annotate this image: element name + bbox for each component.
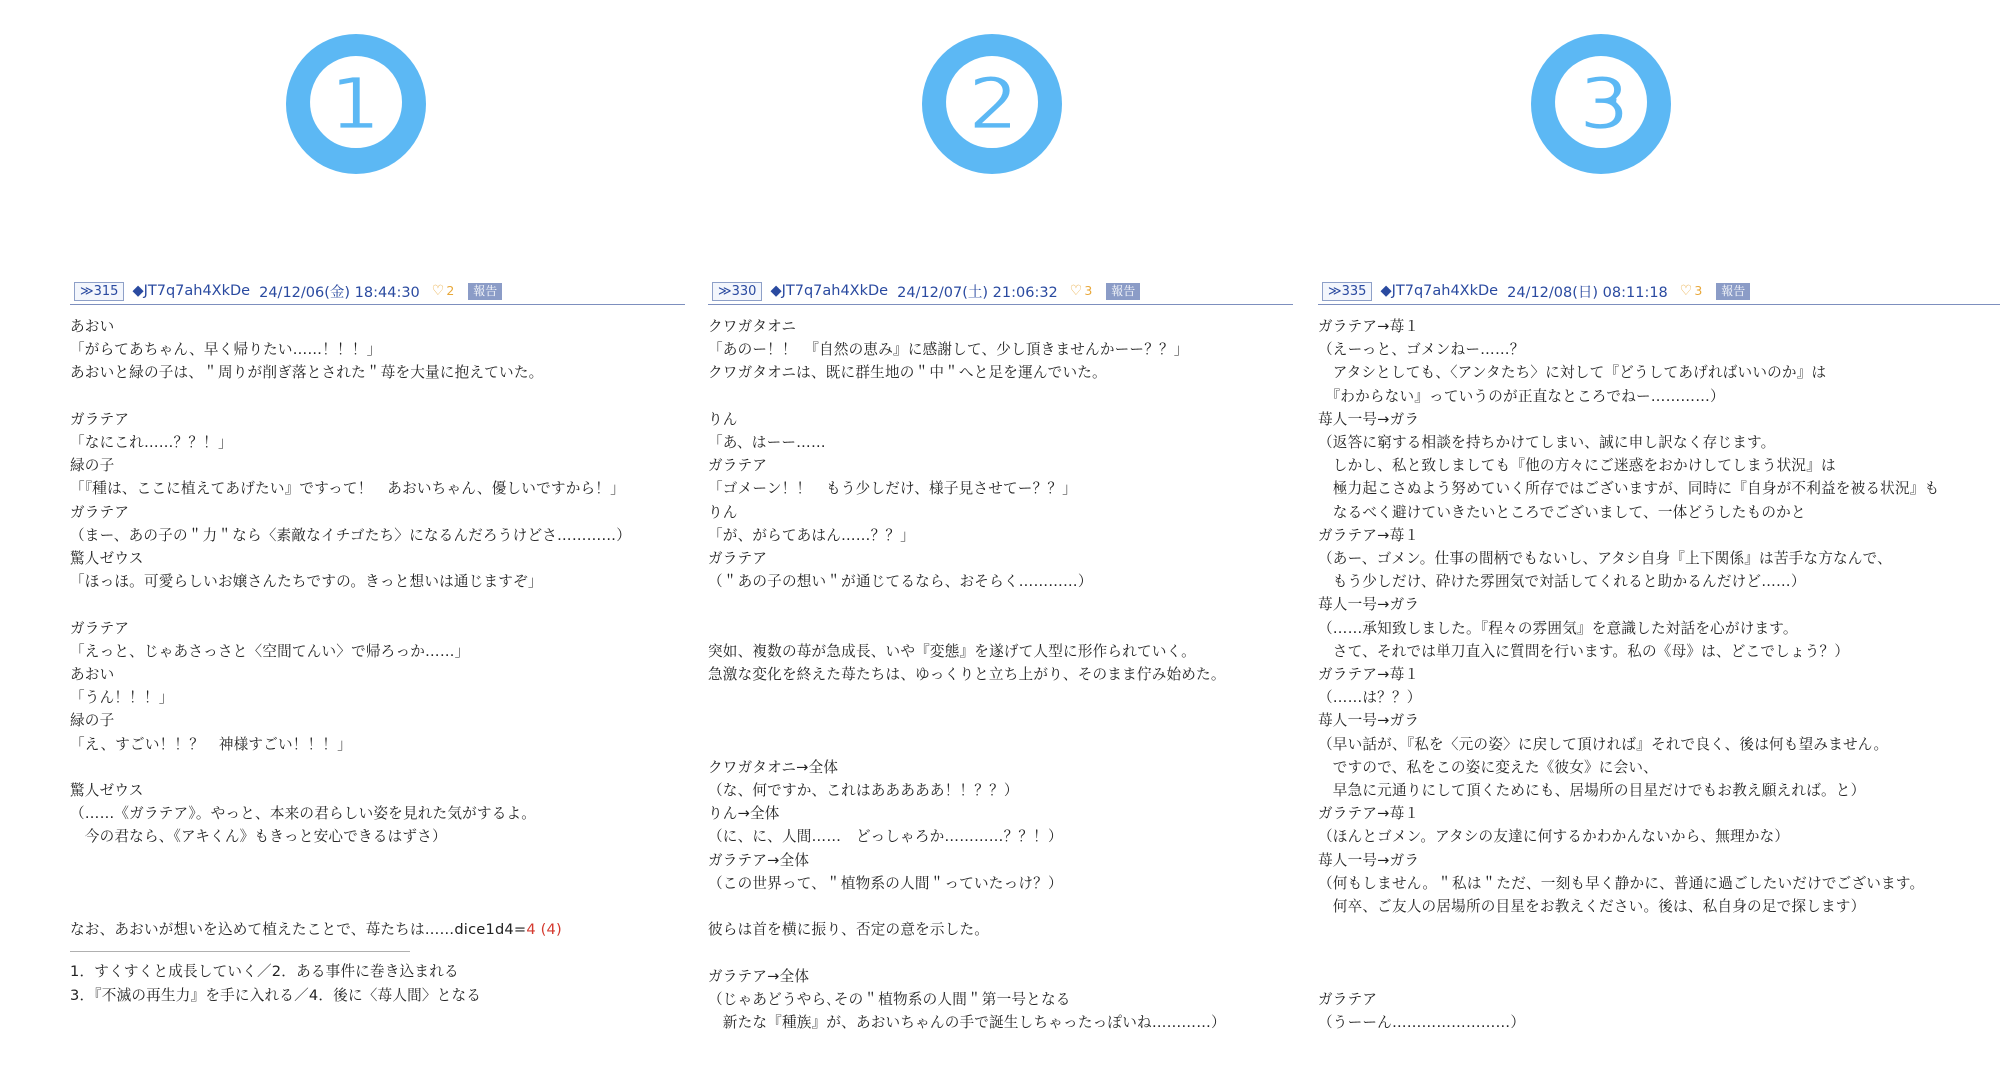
- like-count: 3: [1694, 283, 1703, 298]
- like-button[interactable]: [432, 283, 455, 299]
- separator: [70, 951, 410, 952]
- post-315: [70, 278, 685, 1007]
- number-circle-1: ❶: [286, 34, 426, 174]
- dice-options: 1．すくすくと成長していく／2．ある事件に巻き込まれる 3．『不滅の再生力』を手に入れる／4．後に〈苺人間〉となる: [70, 963, 482, 1004]
- poster-id-link[interactable]: ◆JT7q7ah4XkDe: [770, 283, 889, 299]
- number-circle-2: ❷: [922, 34, 1062, 174]
- post-header: [708, 278, 1293, 305]
- like-count: 2: [446, 283, 455, 298]
- report-button[interactable]: 報告: [1106, 283, 1140, 300]
- report-button[interactable]: 報告: [468, 283, 502, 300]
- post-date: 24/12/06(金) 18:44:30: [259, 284, 420, 301]
- post-header: [70, 278, 685, 305]
- poster-id-link[interactable]: ◆JT7q7ah4XkDe: [1380, 283, 1499, 299]
- reply-anchor-link[interactable]: ≫330: [712, 282, 762, 301]
- post-body-text: あおい 「がらてあちゃん、早く帰りたい……！！！」 あおいと緑の子は、＂周りが削ぎ落とされた＂苺を大量に抱えていた。 ガラテア 「なにこれ……？？！」 緑の子 「『種は、ここに植えてあげたい』ですって！ あおいちゃん、優しいですから！」 ガラテア （まー、あの子の＂力＂なら〈素敵なイチゴたち〉になるんだろうけどさ…………） 驚人ゼウス 「ほっほ。可愛らしいお嬢さんたちですの。きっと想いは通じますぞ」 ガラテア 「えっと、じゃあさっさと〈空間てんい〉で帰ろっか……」 あおい 「うん！！！」 緑の子 「え、すごい！！？ 神様すごい！！！」 驚人ゼウス （……《ガラテア》。やっと、本来の君らしい姿を見れた気がするよ。 今の君なら、《アキくん》もきっと安心できるはずさ） なお、あおいが想いを込めて植えたことで、苺たちは……dice1d4=: [70, 318, 631, 939]
- poster-id-link[interactable]: ◆JT7q7ah4XkDe: [132, 283, 251, 299]
- number-circle-3: ❸: [1531, 34, 1671, 174]
- post-330: [708, 278, 1293, 1034]
- reply-anchor-link[interactable]: ≫335: [1322, 282, 1372, 301]
- heart-icon: ♡: [431, 283, 445, 299]
- like-button[interactable]: [1680, 283, 1703, 299]
- post-335: [1318, 278, 2000, 1034]
- like-button[interactable]: [1070, 283, 1093, 299]
- post-body: [70, 315, 685, 941]
- dice-result: 4 (4): [526, 921, 562, 939]
- like-count: 3: [1084, 283, 1093, 298]
- post-body: ガラテア→苺１ （えーっと、ゴメンねー……？ アタシとしても、〈アンタたち〉に対して『どうしてあげればいいのか』は 『わからない』っていうのが正直なところでねー…………） 苺人一号→ガラ （返答に窮する相談を持ちかけてしまい、誠に申し訳なく存じます。 しかし、私と致しましても『他の方々にご迷惑をおかけしてしまう状況』は 極力起こさぬよう努めていく所存ではございますが、同時に『自身が不利益を被る状況』も なるべく避けていきたいところでございまして、一体どうしたものかと ガラテア→苺１ （あー、ゴメン。仕事の間柄でもないし、アタシ自身『上下関係』は苦手な方なんで、 もう少しだけ、砕けた雰囲気で対話してくれると助かるんだけど……） 苺人一号→ガラ （……承知致しました。『程々の雰囲気』を意識した対話を心がけます。 さて、それでは単刀直入に質問を行います。私の《母》は、どこでしょう？） ガラテア→苺１ （……は？？） 苺人一号→ガラ （早い話が、『私を〈元の姿〉に戻して頂ければ』それで良く、後は何も望みません。 ですので、私をこの姿に変えた《彼女》に会い、 早急に元通りにして頂くためにも、居場所の目星だけでもお教え願えれば。と） ガラテア→苺１ （ほんとゴメン。アタシの友達に何するかわかんないから、無理かな） 苺人一号→ガラ （何もしません。＂私は＂ただ、一刻も早く静かに、普通に過ごしたいだけでございます。 何卒、ご友人の居場所の目星をお教えください。後は、私自身の足で探します） ガラテア （うーーん……………………）: [1318, 318, 1940, 1032]
- post-date: 24/12/07(土) 21:06:32: [897, 284, 1058, 301]
- post-header: [1318, 278, 2000, 305]
- heart-icon: ♡: [1679, 283, 1693, 299]
- report-button[interactable]: 報告: [1716, 283, 1750, 300]
- post-body: クワガタオニ 「あのー！！ 『自然の恵み』に感謝して、少し頂きませんかーー？？」 クワガタオニは、既に群生地の＂中＂へと足を運んでいた。 りん 「あ、はーー…… ガラテア 「ゴメーン！！ もう少しだけ、様子見させてー？？」 りん 「が、がらてあはん……？？」 ガラテア （＂あの子の想い＂が通じてるなら、おそらく…………） 突如、複数の苺が急成長、いや『変態』を遂げて人型に形作られていく。 急激な変化を終えた苺たちは、ゆっくりと立ち上がり、そのまま佇み始めた。 クワガタオニ→全体 （な、何ですか、これはあああああ！！？？） りん→全体 （に、に、人間…… どっしゃろか…………？？！） ガラテア→全体 （この世界って、＂植物系の人間＂っていたっけ？） 彼らは首を横に振り、否定の意を示した。 ガラテア→全体 （じゃあどうやら､その＂植物系の人間＂第一号となる 新たな『種族』が、あおいちゃんの手で誕生しちゃったっぽいね…………）: [708, 318, 1226, 1032]
- post-date: 24/12/08(日) 08:11:18: [1507, 284, 1668, 301]
- heart-icon: ♡: [1069, 283, 1083, 299]
- reply-anchor-link[interactable]: ≫315: [74, 282, 124, 301]
